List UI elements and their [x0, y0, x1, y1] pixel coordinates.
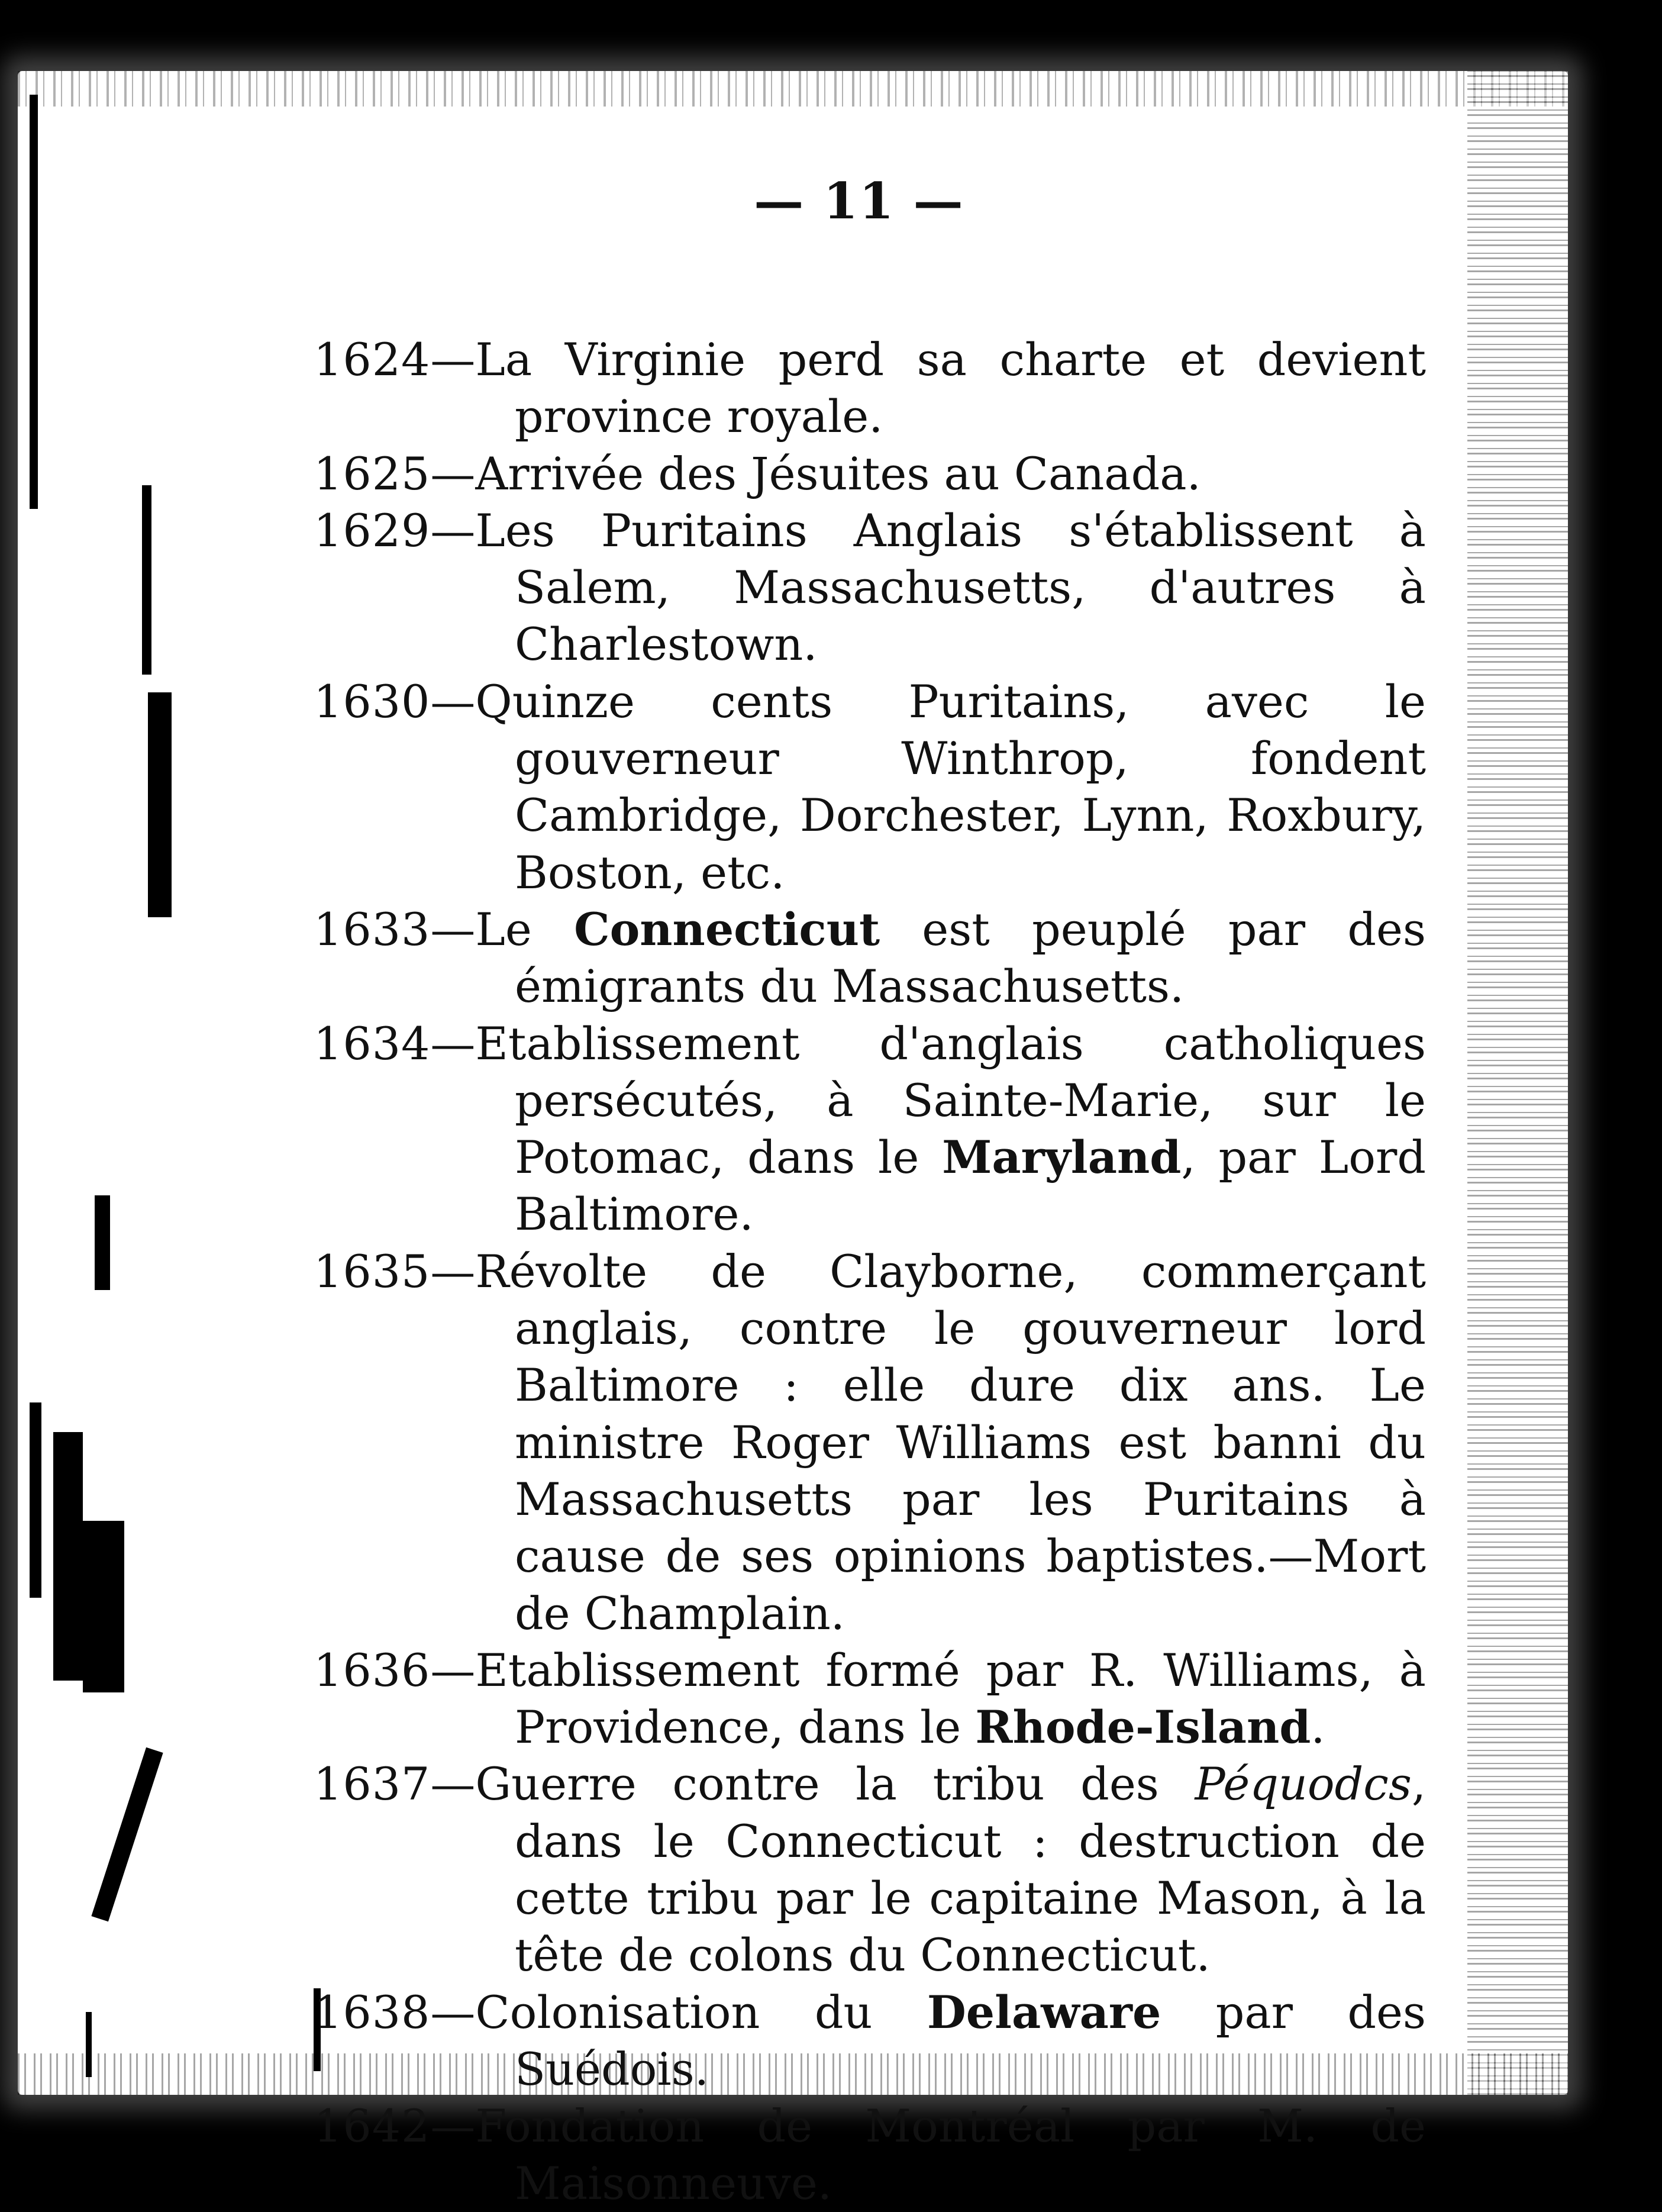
entry-text: Arrivée des Jésuites au Canada. [475, 447, 1201, 500]
chronology-list [314, 331, 1426, 2212]
chronology-entry: 1636—Etablissement formé par R. Williams, à Providence, dans le Rhode-Island. [314, 1643, 1426, 1754]
chronology-entry: 1630—Quinze cents Puritains, avec le gouverneur Winthrop, fondent Cambridge, Dorchester, Lynn, Roxbury, Boston, etc. [314, 675, 1426, 899]
entry-year: 1642 [314, 2100, 431, 2153]
chronology-entry: 1629—Les Puritains Anglais s'établissent à Salem, Massachusetts, d'autres à Charlestown. [314, 504, 1426, 671]
chronology-entry: 1625—Arrivée des Jésuites au Canada. [314, 447, 1201, 500]
entry-place-bold: Delaware [927, 1985, 1161, 2039]
entry-text: . [1311, 1701, 1325, 1754]
entry-year: 1636 [314, 1643, 431, 1697]
entry-year: 1624 [314, 333, 431, 386]
scan-noise-right [1467, 71, 1568, 2095]
entry-text: Colonisation du [475, 1985, 927, 2039]
scan-noise-top [18, 71, 1568, 107]
entry-text: Etablissement d'anglais catholiques persécutés, à Sainte-Marie, sur le Potomac, dans le [475, 1017, 1426, 1184]
entry-text: par des Suédois. [515, 1985, 1426, 2095]
chronology-entry: 1634—Etablissement d'anglais catholiques persécutés, à Sainte-Marie, sur le Potomac, dans le Maryland, par Lord Baltimore. [314, 1017, 1426, 1241]
entry-year: 1635 [314, 1244, 431, 1298]
entry-year: 1638 [314, 1985, 431, 2039]
entry-text: Fondation de Montréal par M. de Maisonneuve. [475, 2100, 1426, 2210]
entry-year: 1630 [314, 675, 431, 728]
book-page [18, 71, 1568, 2210]
entry-year: 1637 [314, 1758, 431, 1811]
entry-text: Révolte de Clayborne, commerçant anglais, contre le gouverneur lord Baltimore : elle dure dix ans. Le ministre Roger Williams est banni du Massachusetts par les Puritains à cause de ses opinions baptistes.—Mort de Champlain. [475, 1244, 1426, 1640]
entry-place-bold: Maryland [942, 1131, 1182, 1184]
chronology-entry: 1638—Colonisation du Delaware par des Suédois. [314, 1985, 1426, 2095]
entry-year: 1633 [314, 902, 431, 956]
entry-text: Le [475, 902, 575, 956]
page-number: — 11 — [754, 172, 964, 230]
entry-tribe-italic: Péquodcs [1195, 1758, 1412, 1811]
entry-text: Quinze cents Puritains, avec le gouverneur Winthrop, fondent Cambridge, Dorchester, Lynn, Roxbury, Boston, etc. [475, 675, 1426, 899]
entry-text: , par Lord Baltimore. [515, 1131, 1426, 1241]
entry-text: est peuplé par des émigrants du Massachusetts. [515, 902, 1426, 1013]
chronology-entry: 1637—Guerre contre la tribu des Péquodcs, dans le Connecticut : destruction de cette tribu par le capitaine Mason, à la tête de colons du Connecticut. [314, 1758, 1426, 1982]
chronology-entry: 1642—Fondation de Montréal par M. de Maisonneuve. [314, 2100, 1426, 2210]
chronology-entry: 1633—Le Connecticut est peuplé par des émigrants du Massachusetts. [314, 902, 1426, 1013]
entry-year: 1629 [314, 504, 431, 557]
chronology-entry: 1635—Révolte de Clayborne, commerçant anglais, contre le gouverneur lord Baltimore : elle dure dix ans. Le ministre Roger Williams est banni du Massachusetts par les Puritains à cause de ses opinions baptistes.—Mort de Champlain. [314, 1244, 1426, 1640]
entry-text: La Virginie perd sa charte et devient province royale. [475, 333, 1426, 443]
entry-year: 1625 [314, 447, 431, 500]
chronology-entry: 1624—La Virginie perd sa charte et devient province royale. [314, 333, 1426, 443]
entry-year: 1634 [314, 1017, 431, 1070]
entry-place-bold: Rhode-Island [975, 1701, 1311, 1754]
entry-text: , dans le Connecticut : destruction de cette tribu par le capitaine Mason, à la tête de colons du Connecticut. [515, 1758, 1426, 1982]
entry-text: Guerre contre la tribu des [475, 1758, 1195, 1811]
entry-text: Etablissement formé par R. Williams, à Providence, dans le [475, 1643, 1426, 1754]
binding-shadow [30, 71, 225, 2095]
entry-text: Les Puritains Anglais s'établissent à Salem, Massachusetts, d'autres à Charlestown. [475, 504, 1426, 671]
entry-place-bold: Connecticut [574, 902, 880, 956]
